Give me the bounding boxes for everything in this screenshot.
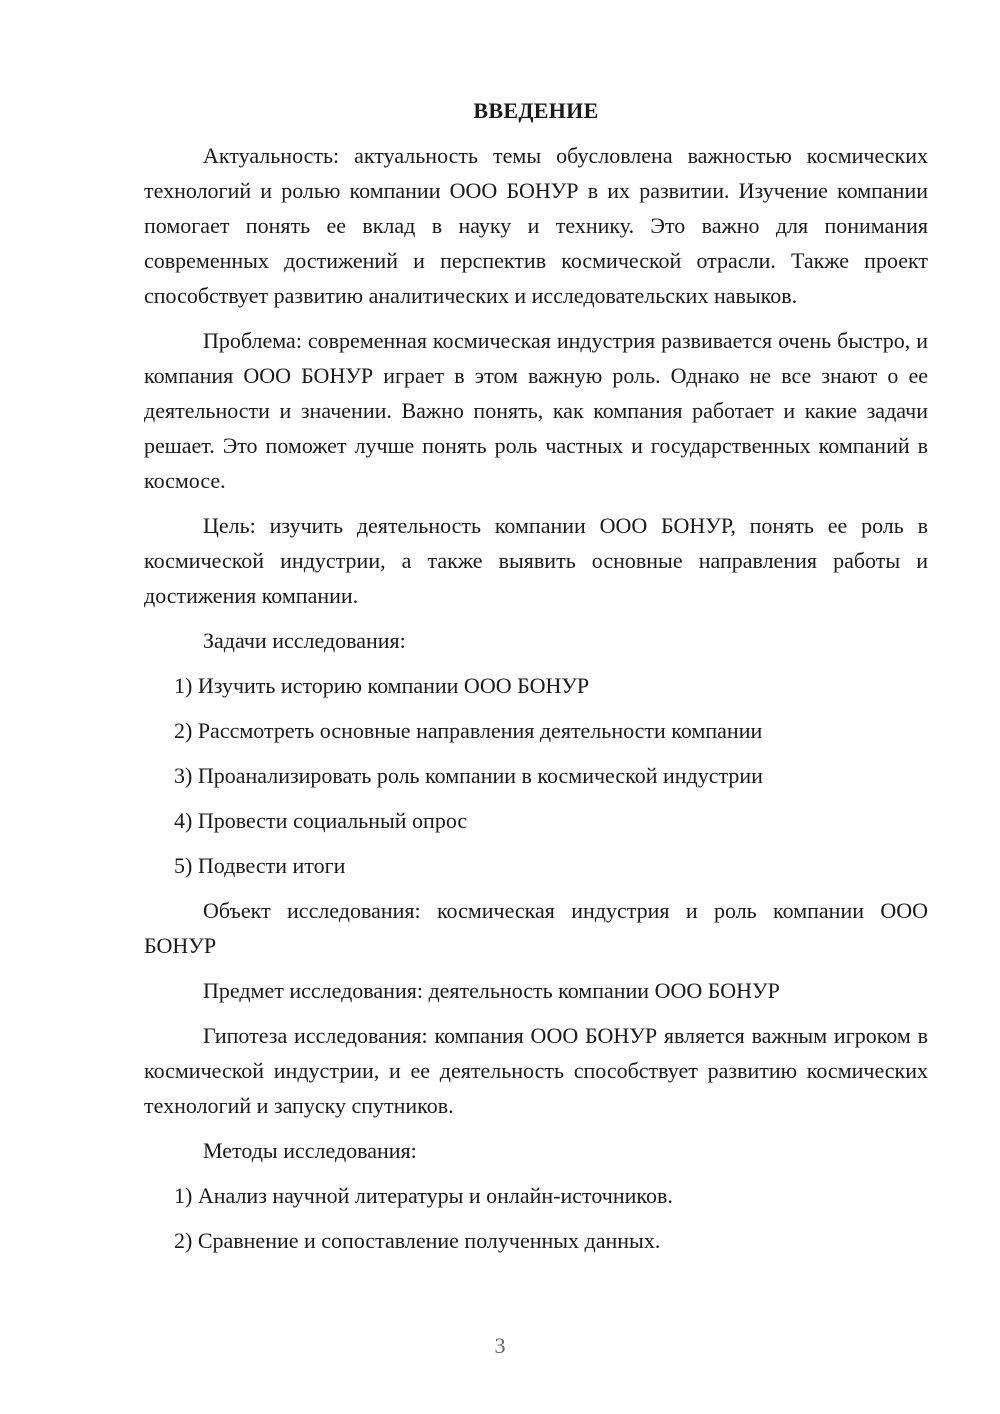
methods-list — [144, 1178, 928, 1258]
task-item: 4) Провести социальный опрос — [174, 808, 468, 833]
tasks-heading: Задачи исследования: — [203, 628, 406, 653]
method-item: 1) Анализ научной литературы и онлайн-источников. — [174, 1183, 673, 1208]
object-paragraph: Объект исследования: космическая индустрия и роль компании ООО БОНУР — [144, 898, 928, 958]
task-item: 1) Изучить историю компании ООО БОНУР — [174, 673, 590, 698]
page-number: 3 — [494, 1333, 506, 1358]
problem-paragraph: Проблема: современная космическая индустрия развивается очень быстро, и компания ООО БОНУР играет в этом важную роль. Однако не все знают о ее деятельности и значении. Важно понять, как компания работает и какие задачи решает. Это поможет лучше понять роль частных и государственных компаний в космосе. — [144, 328, 928, 493]
task-item: 3) Проанализировать роль компании в космической индустрии — [174, 763, 763, 788]
relevance-paragraph: Актуальность: актуальность темы обусловлена важностью космических технологий и ролью компании ООО БОНУР в их развитии. Изучение компании помогает понять ее вклад в науку и технику. Это важно для понимания современных достижений и перспектив космической отрасли. Также проект способствует развитию аналитических и исследовательских навыков. — [144, 143, 928, 308]
hypothesis-paragraph: Гипотеза исследования: компания ООО БОНУР является важным игроком в космической индустрии, и ее деятельность способствует развитию космических технологий и запуску спутников. — [144, 1023, 928, 1118]
subject-paragraph: Предмет исследования: деятельность компании ООО БОНУР — [203, 978, 780, 1003]
section-title: ВВЕДЕНИЕ — [473, 98, 599, 123]
tasks-list — [144, 668, 928, 883]
methods-heading: Методы исследования: — [203, 1138, 417, 1163]
document-page — [144, 95, 928, 1268]
method-item: 2) Сравнение и сопоставление полученных данных. — [174, 1228, 661, 1253]
goal-paragraph: Цель: изучить деятельность компании ООО БОНУР, понять ее роль в космической индустрии, а также выявить основные направления работы и достижения компании. — [144, 513, 928, 608]
task-item: 5) Подвести итоги — [174, 853, 346, 878]
task-item: 2) Рассмотреть основные направления деятельности компании — [174, 718, 763, 743]
